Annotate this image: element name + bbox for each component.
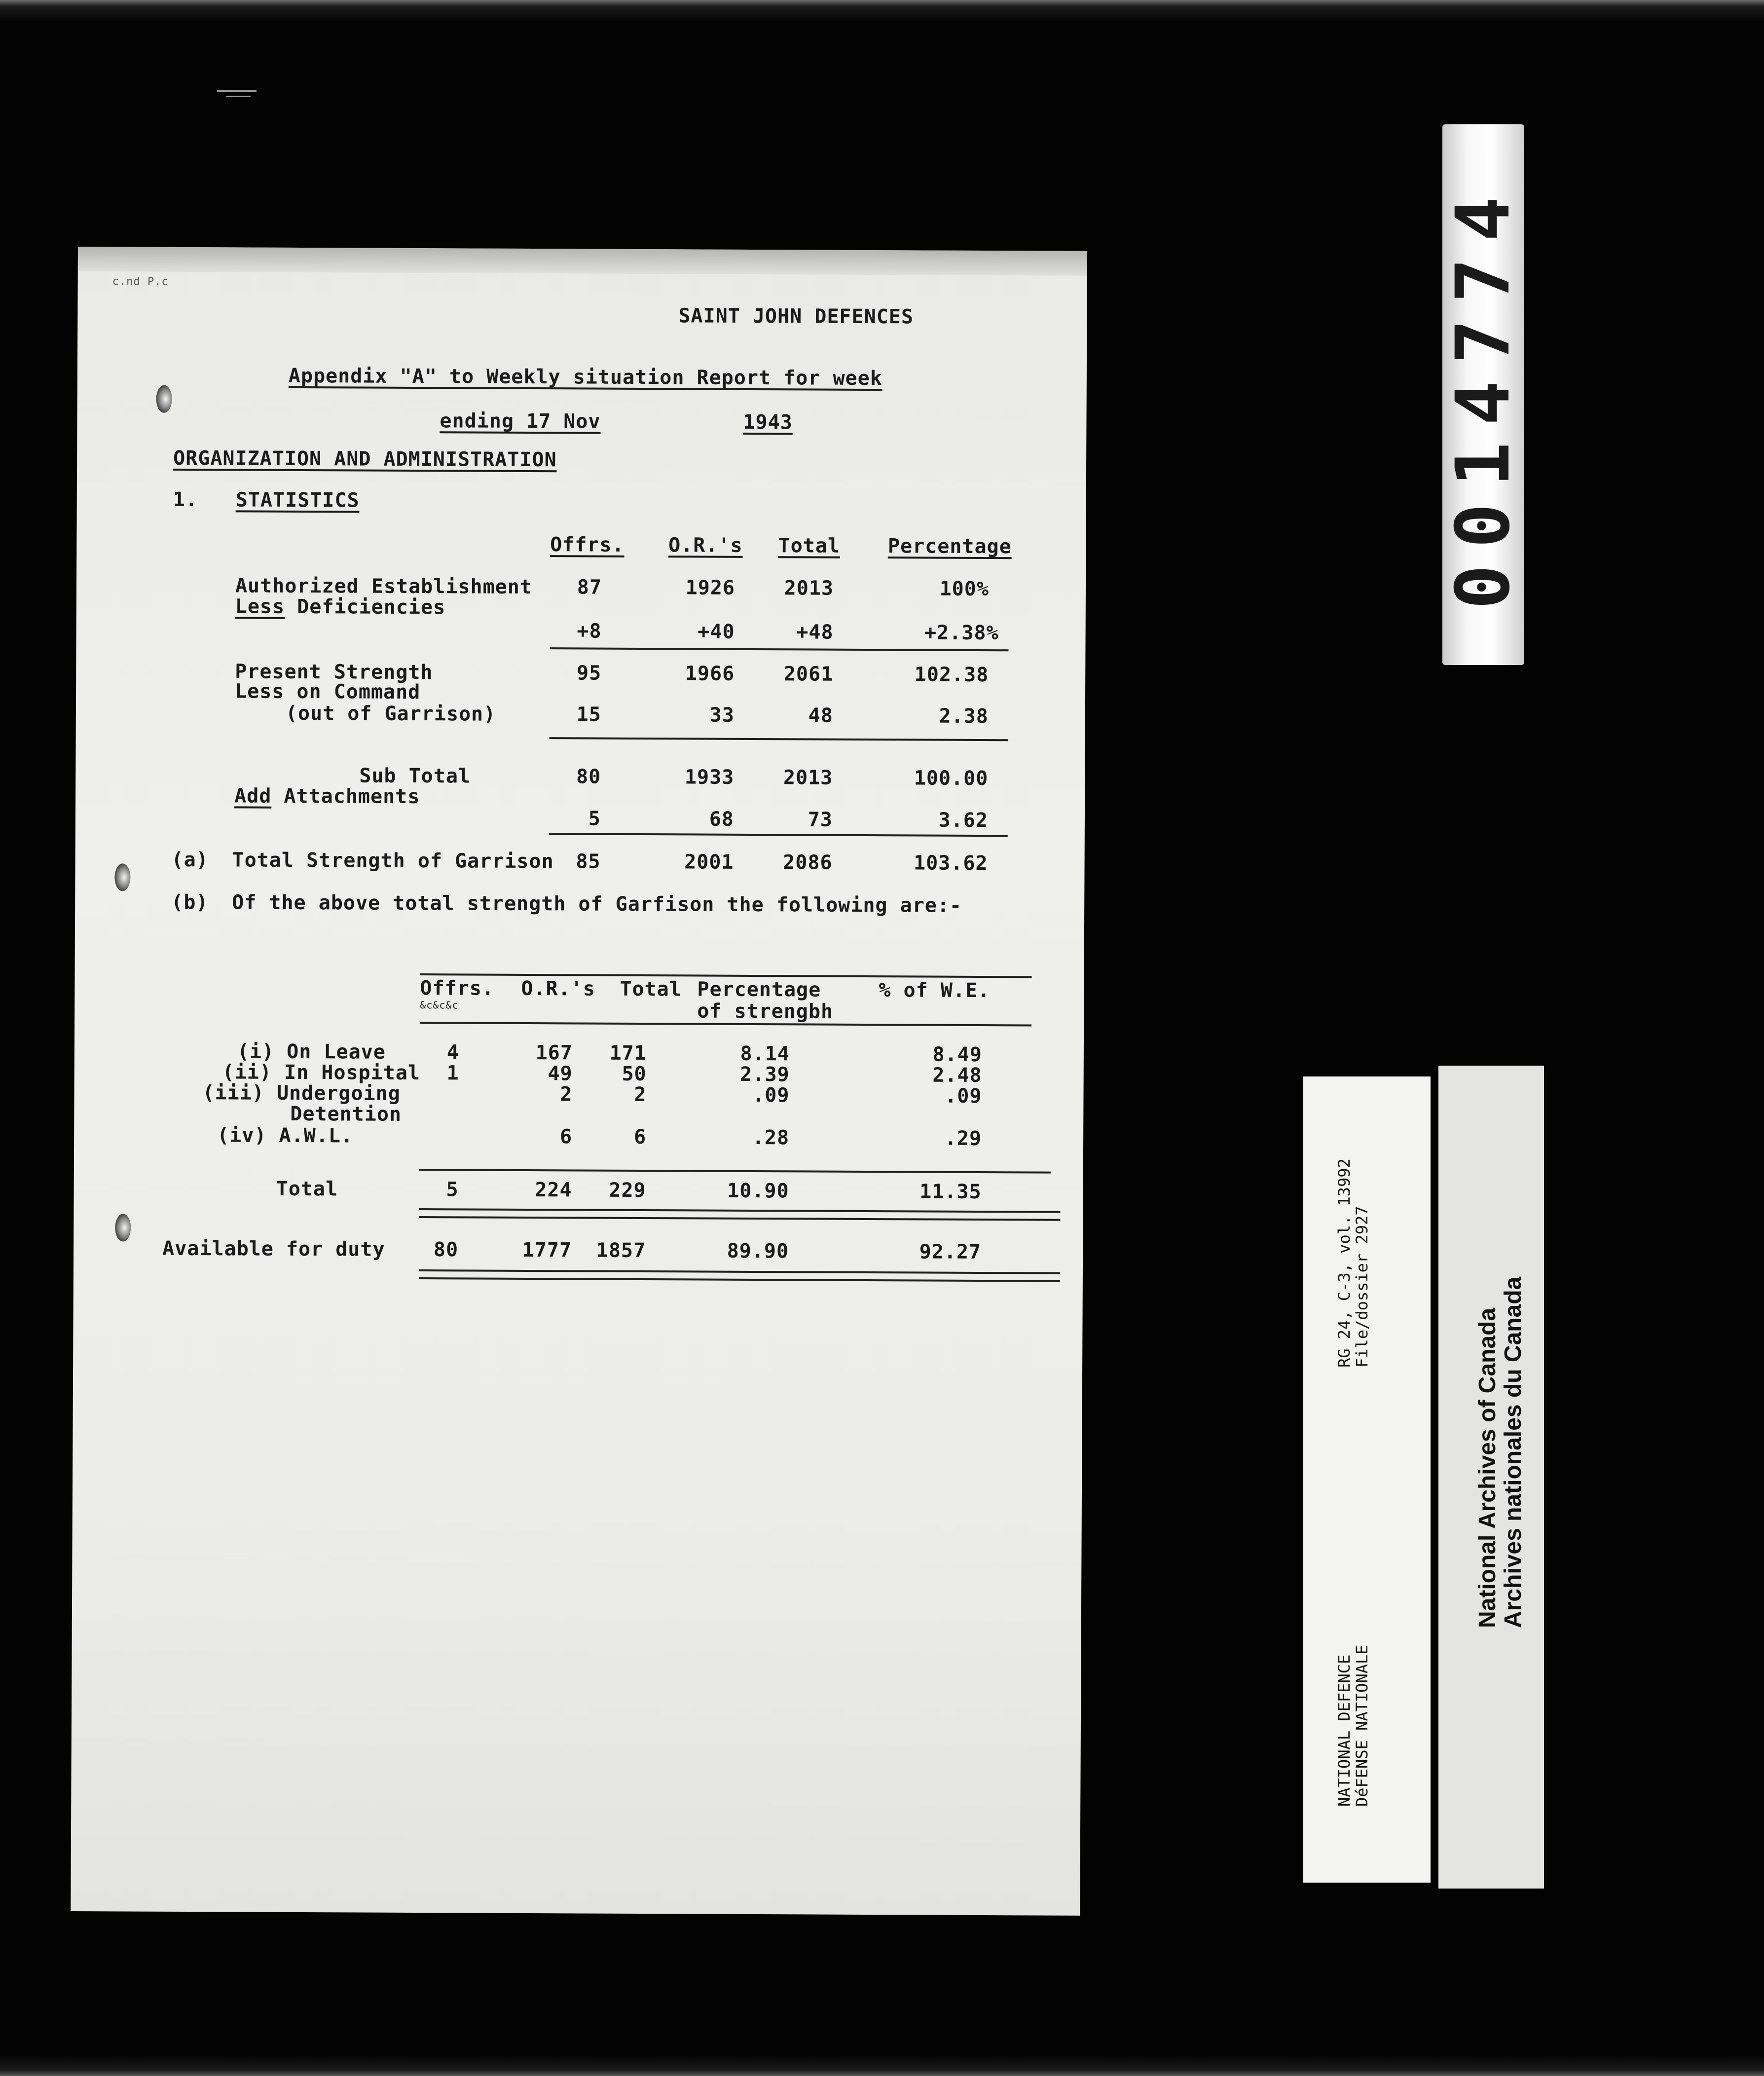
t2-available-cell: 80 — [433, 1238, 459, 1261]
t1-label-authorized: Authorized Establishment — [235, 574, 533, 599]
t2-header-total: Total — [620, 977, 682, 1001]
t2-total-cell: 11.35 — [919, 1180, 982, 1204]
archive-label-defence — [1303, 1076, 1431, 1883]
t1-cell: 33 — [709, 704, 735, 727]
t2-header-percentage-sub: of strengbh — [697, 1000, 834, 1023]
t2-cell: 2.48 — [932, 1064, 982, 1087]
t1-label-add-attachments — [234, 786, 420, 807]
heading-saint-john: SAINT JOHN DEFENCES — [678, 304, 914, 329]
t1-cell: 2061 — [783, 663, 834, 686]
t1-label-subtotal: Sub Total — [359, 764, 471, 788]
t1-total-cell: 2001 — [684, 851, 734, 874]
t1-cell: 73 — [808, 808, 833, 831]
t2-cell: 50 — [622, 1062, 647, 1086]
t1-attachments-word: Attachments — [284, 784, 420, 809]
t1-total-cell: 2086 — [783, 851, 833, 874]
t2-cell: .28 — [752, 1126, 790, 1149]
t2-header-offrs: Offrs. — [420, 977, 495, 1000]
t1-cell: 5 — [588, 807, 601, 830]
t1-cell: 2013 — [784, 577, 834, 600]
t1-cell: 95 — [576, 662, 602, 685]
t2-rule-available-2 — [419, 1277, 1060, 1282]
document-page — [71, 247, 1087, 1916]
t2-label-awl: (iv) A.W.L. — [217, 1124, 354, 1148]
t1-label-out-of-garrison: (out of Garrison) — [285, 702, 496, 726]
section-title: ORGANIZATION AND ADMINISTRATION — [173, 446, 557, 472]
t1-rule-2 — [550, 737, 1008, 741]
t1-cell: 1933 — [684, 766, 735, 789]
t1-total-cell: 103.62 — [913, 852, 988, 875]
t1-rule-1 — [550, 647, 1008, 651]
t1-cell: +8 — [577, 620, 602, 643]
t2-rule-available-1 — [419, 1269, 1060, 1274]
t2-available-cell: 1857 — [596, 1239, 646, 1262]
t1-cell: 80 — [576, 765, 601, 788]
label-defence-line1: NATIONAL DEFENCE — [1335, 1654, 1354, 1807]
t2-cell: 8.14 — [740, 1042, 790, 1066]
t1-cell: 15 — [576, 703, 601, 726]
t2-total-cell: 224 — [535, 1179, 572, 1202]
t1-label-present: Present Strength — [235, 660, 433, 684]
frame-number-stamp — [1442, 124, 1524, 665]
film-scratch — [226, 96, 251, 97]
t2-available-cell: 1777 — [522, 1238, 572, 1262]
appendix-title: Appendix "A" to Weekly situation Report for week — [288, 364, 882, 390]
t2-cell: .09 — [945, 1084, 982, 1108]
t2-cell: 8.49 — [932, 1043, 982, 1067]
t1-header-offrs: Offrs. — [550, 533, 625, 556]
t1-total-marker: (a) — [171, 848, 209, 872]
t1-cell: +2.38% — [924, 621, 999, 645]
paragraph-b-text: Of the above total strength of Garfison the following are:- — [232, 891, 962, 917]
film-edge-bottom — [0, 2056, 1764, 2076]
film-scratch — [217, 90, 257, 92]
t2-cell: .29 — [944, 1127, 982, 1150]
t2-cell: 2 — [560, 1083, 573, 1106]
t1-cell: 68 — [709, 808, 735, 831]
t1-cell: +48 — [796, 621, 834, 644]
archive-label-nac — [1438, 1066, 1544, 1889]
punch-hole-middle — [114, 863, 130, 891]
label-nac-line2: Archives nationales du Canada — [1500, 1276, 1526, 1628]
label-ref-line1: RG 24, C-3, vol. 13992 — [1335, 1158, 1354, 1368]
t2-total-cell: 10.90 — [727, 1179, 789, 1203]
t2-header-offrs-sub: &c&c&c — [420, 999, 459, 1011]
t1-header-total: Total — [778, 534, 841, 557]
t2-label-in-hospital: (ii) In Hospital — [222, 1061, 421, 1085]
item-title: STATISTICS — [235, 488, 360, 512]
t2-total-cell: 5 — [446, 1178, 459, 1201]
t2-cell: 2 — [634, 1083, 647, 1107]
t2-rule-total-bottom-1 — [419, 1208, 1060, 1213]
t1-cell: 100.00 — [914, 767, 989, 790]
t2-cell: 4 — [446, 1041, 459, 1064]
t2-cell: .09 — [752, 1083, 790, 1107]
t1-header-percentage: Percentage — [887, 535, 1012, 558]
t1-less-word: Less — [235, 595, 285, 618]
t1-cell: 1926 — [685, 576, 735, 599]
t1-cell: 102.38 — [914, 663, 989, 687]
t2-cell: 167 — [535, 1041, 573, 1065]
t1-cell: 87 — [577, 576, 602, 599]
t1-add-word: Add — [234, 784, 272, 808]
t1-cell: 100% — [939, 577, 990, 601]
t2-cell: 2.39 — [740, 1063, 790, 1086]
frame-number: 0014774 — [1440, 180, 1526, 610]
t1-label-less-deficiencies — [235, 596, 446, 617]
t1-header-ors: O.R.'s — [668, 534, 743, 557]
paragraph-b-marker: (b) — [171, 890, 209, 914]
t2-available-label: Available for duty — [162, 1237, 385, 1261]
t1-cell: 1966 — [685, 662, 735, 685]
year: 1943 — [743, 410, 793, 434]
t2-label-detention: Detention — [290, 1102, 402, 1126]
t1-cell: 2.38 — [939, 704, 989, 728]
t1-cell: 2013 — [783, 766, 833, 789]
t2-cell: 6 — [633, 1125, 647, 1149]
t2-header-rule-top — [420, 973, 1032, 978]
label-defence-line2: DéFENSE NATIONALE — [1353, 1645, 1371, 1807]
punch-hole-top — [156, 385, 172, 413]
t1-rule-3 — [549, 833, 1008, 837]
t2-label-undergoing: (iii) Undergoing — [202, 1081, 401, 1105]
t1-total-label: Total Strength of Garrison — [232, 849, 554, 873]
t2-rule-total-bottom-2 — [419, 1216, 1060, 1221]
punch-hole-bottom — [115, 1214, 131, 1241]
t1-label-less-command: Less on Command — [234, 680, 421, 704]
label-ref-line2: File/dossier 2927 — [1353, 1206, 1371, 1368]
margin-mark: c.nd P.c — [112, 275, 169, 288]
t2-cell: 6 — [559, 1125, 573, 1149]
t2-rule-total-top — [419, 1169, 1051, 1174]
t2-cell: 171 — [609, 1041, 647, 1065]
label-nac-line1: National Archives of Canada — [1474, 1307, 1501, 1628]
t1-cell: 48 — [808, 704, 833, 727]
t2-total-cell: 229 — [609, 1179, 646, 1202]
t1-cell: 3.62 — [938, 809, 989, 832]
ending-date: ending 17 Nov — [440, 409, 601, 433]
t2-header-percentage: Percentage — [697, 978, 821, 1001]
t1-deficiencies-word: Deficiencies — [297, 595, 446, 619]
t2-label-on-leave: (i) On Leave — [237, 1040, 386, 1064]
film-edge-top — [0, 0, 1764, 21]
item-number: 1. — [173, 488, 198, 512]
t2-total-label: Total — [276, 1177, 338, 1201]
t2-available-cell: 92.27 — [919, 1240, 982, 1264]
t2-header-pct-we: % of W.E. — [879, 979, 991, 1002]
t1-total-cell: 85 — [576, 850, 601, 873]
t2-header-ors: O.R.'s — [521, 977, 596, 1001]
t2-cell: 49 — [548, 1062, 573, 1085]
t2-available-cell: 89.90 — [727, 1239, 789, 1263]
t1-cell: +40 — [698, 620, 735, 643]
t2-cell: 1 — [446, 1062, 459, 1085]
